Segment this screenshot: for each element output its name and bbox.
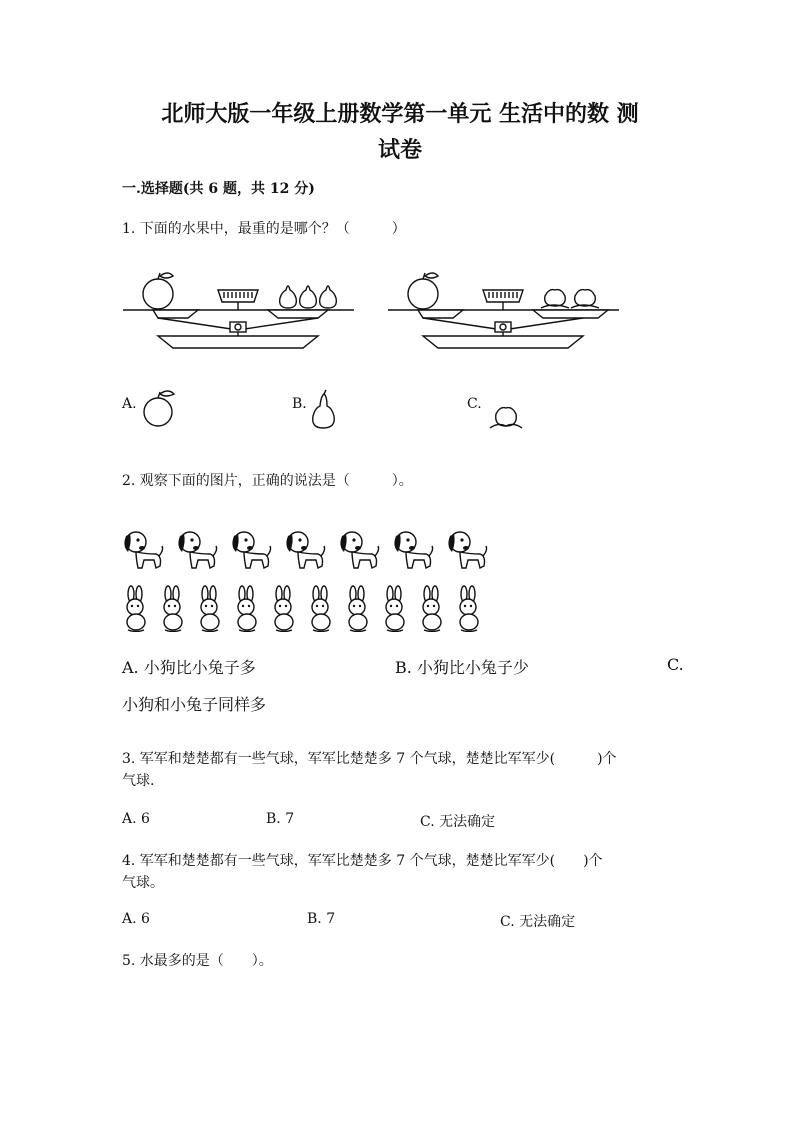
q1-option-b[interactable] [292,396,307,412]
q2-option-c-text: 小狗和小兔子同样多 [122,695,267,714]
section-heading: 一.选择题(共 6 题，共 12 分) [122,181,315,197]
question-3-text [122,748,617,792]
scale-2 [388,273,619,348]
q1-option-b-label: B. [292,396,307,412]
dog-icon [178,532,216,568]
question-5-text: 5. 水最多的是（ ）。 [122,953,273,969]
rabbit-icon [164,586,182,632]
rabbit-icon [386,586,404,632]
q4-option-c[interactable]: C. 无法确定 [500,914,576,930]
q3-option-b[interactable]: B. 7 [266,811,295,827]
rabbit-icon [423,586,441,632]
rabbit-icon [238,586,256,632]
rabbit-icon [275,586,293,632]
balance-scales-figure [118,268,638,358]
q1-option-c[interactable] [467,396,482,412]
question-1-text: 1. 下面的水果中，最重的是哪个？（ ） [122,221,406,237]
apple-icon [138,388,182,428]
q4-option-a[interactable]: A. 6 [122,911,150,927]
scale-1 [123,273,354,348]
rabbits-icon [120,584,500,632]
dogs-row [118,526,498,572]
dog-icon [448,532,486,568]
dog-icon [286,532,324,568]
q3-option-a[interactable]: A. 6 [122,811,150,827]
page-title [100,96,700,168]
q1-option-a[interactable] [122,396,137,412]
question-4-line-1: 4. 军军和楚楚都有一些气球，军军比楚楚多 7 个气球，楚楚比军军少( )个 [122,853,603,869]
rabbit-icon [460,586,478,632]
rabbit-icon [312,586,330,632]
question-3-line-2: 气球. [122,773,155,789]
balance-scales-icon [118,268,638,358]
rabbits-row [120,584,500,632]
q4-option-b[interactable]: B. 7 [307,911,336,927]
q2-option-b[interactable]: B. 小狗比小兔子少 [395,658,529,677]
dog-icon [124,532,162,568]
title-line-2: 试卷 [377,137,422,163]
question-3-line-1: 3. 军军和楚楚都有一些气球，军军比楚楚多 7 个气球，楚楚比军军少( )个 [122,751,617,767]
q1-option-c-label: C. [467,396,482,412]
dog-icon [394,532,432,568]
dog-icon [340,532,378,568]
question-4-line-2: 气球。 [122,875,164,891]
rabbit-icon [201,586,219,632]
q2-option-a[interactable]: A. 小狗比小兔子多 [122,658,256,677]
dog-icon [232,532,270,568]
q1-option-a-label: A. [122,396,137,412]
dogs-icon [118,526,498,572]
q2-option-c-label[interactable]: C. [667,655,684,674]
pear-icon [308,388,338,430]
peach-icon [488,400,524,432]
title-line-1: 北师大版一年级上册数学第一单元 生活中的数 测 [161,101,639,127]
rabbit-icon [127,586,145,632]
question-4-text [122,850,603,894]
rabbit-icon [349,586,367,632]
q3-option-c[interactable]: C. 无法确定 [420,814,496,830]
question-2-text: 2. 观察下面的图片，正确的说法是（ ）。 [122,473,413,489]
